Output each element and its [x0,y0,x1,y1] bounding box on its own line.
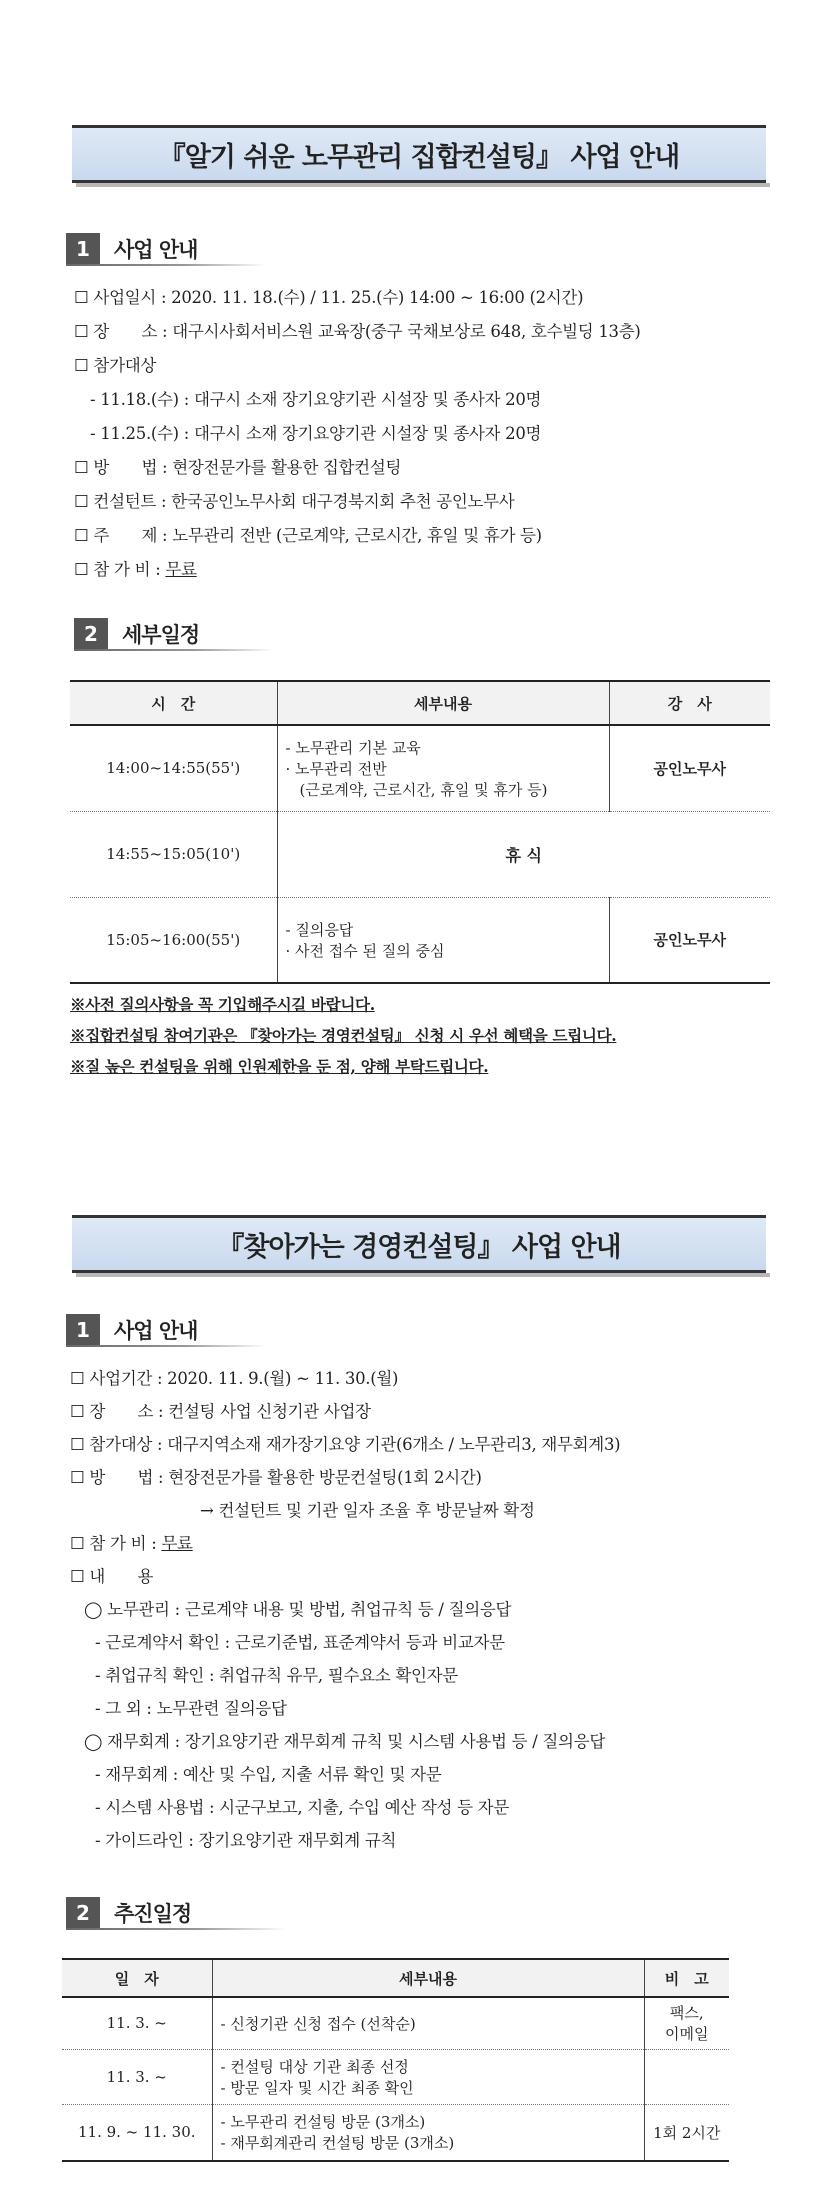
cell-time: 14:00~14:55(55') [70,725,277,811]
fee-value: 무료 [165,560,197,579]
section1-sub1-heading [66,233,197,265]
section2-sub2-heading [66,1897,191,1929]
section-number-badge: 2 [66,1897,100,1929]
schedule-table-1 [70,680,770,984]
cell-lecturer: 공인노무사 [609,897,770,983]
content-item: ◯ 노무관리 : 근로계약 내용 및 방법, 취업규칙 등 / 질의응답 [84,1600,512,1619]
content-line: - 방문 일자 및 시간 최종 확인 [220,2078,414,2097]
table-row [62,1997,729,2049]
info-subline: - 11.25.(수) : 대구시 소재 장기요양기관 시설장 및 종사자 20명 [90,424,542,443]
table-row [70,725,770,811]
cell-content [212,2104,644,2161]
cell-content [277,897,609,983]
header-content: 세부내용 [212,1959,644,1997]
fee-line [70,1530,193,1554]
info-line: ☐ 방 법 : 현장전문가를 활용한 집합컨설팅 [74,458,402,477]
cell-content [212,2049,644,2104]
heading-underline [66,1928,286,1930]
table-header-row [62,1959,729,1997]
cell-content [277,725,609,811]
info-line: ☐ 주 제 : 노무관리 전반 (근로계약, 근로시간, 휴일 및 휴가 등) [74,526,542,545]
content-subitem: - 취업규칙 확인 : 취업규칙 유무, 필수요소 확인자문 [95,1666,458,1685]
note-text: 팩스, [669,2004,704,2023]
section-heading-title: 사업 안내 [114,1319,198,1343]
section-number-badge: 2 [74,618,108,650]
info-line: ☐ 참가대상 : 대구지역소재 재가장기요양 기관(6개소 / 노무관리3, 재무회계3) [70,1435,621,1454]
fee-label: ☐ 참 가 비 : [70,1534,162,1553]
cell-date: 11. 9. ~ 11. 30. [62,2104,212,2161]
table-row [62,2104,729,2161]
info-line: ☐ 컨설턴트 : 한국공인노무사회 대구경북지회 추천 공인노무사 [74,492,515,511]
content-line: - 신청기관 신청 접수 (선착순) [220,2014,416,2033]
content-line: - 질의응답 [285,920,354,939]
info-line: ☐ 방 법 : 현장전문가를 활용한 방문컨설팅(1회 2시간) [70,1468,482,1487]
heading-underline [66,264,266,266]
header-date: 일 자 [62,1959,212,1997]
schedule-table-2 [62,1958,729,2162]
cell-date: 11. 3. ~ [62,1997,212,2049]
info-subline: → 컨설턴트 및 기관 일자 조율 후 방문날짜 확정 [200,1501,535,1520]
content-line: · 노무관리 전반 [285,759,387,778]
content-subitem: - 시스템 사용법 : 시군구보고, 지출, 수입 예산 작성 등 자문 [95,1798,509,1817]
heading-underline [74,649,274,651]
cell-lecturer: 공인노무사 [609,725,770,811]
title-shadow [76,183,770,187]
fee-value: 무료 [161,1534,193,1553]
fee-line [74,556,197,580]
content-subitem: - 재무회계 : 예산 및 수입, 지출 서류 확인 및 자문 [95,1765,442,1784]
cell-date: 11. 3. ~ [62,2049,212,2104]
section-heading-title: 세부일정 [122,623,200,647]
note-line: ※사전 질의사항을 꼭 기입해주시길 바랍니다. [70,995,375,1014]
content-line: - 노무관리 기본 교육 [285,738,421,757]
section1-sub2-heading [74,618,199,650]
cell-break: 휴 식 [277,811,770,897]
section-number-badge: 1 [66,1314,100,1346]
cell-note [644,1997,729,2049]
title-shadow [76,1273,770,1277]
heading-underline [66,1345,266,1347]
content-item: ◯ 재무회계 : 장기요양기관 재무회계 규칙 및 시스템 사용법 등 / 질의응답 [84,1732,605,1751]
header-lecturer: 강 사 [609,681,770,725]
header-content: 세부내용 [277,681,609,725]
info-line: ☐ 장 소 : 컨설팅 사업 신청기관 사업장 [70,1402,371,1421]
info-line: ☐ 장 소 : 대구시사회서비스원 교육장(중구 국채보상로 648, 호수빌딩 13층) [74,322,641,341]
section-number-badge: 1 [66,233,100,265]
section2-title: 『찾아가는 경영컨설팅』 사업 안내 [72,1215,766,1273]
note-text: 1회 2시간 [653,2123,721,2142]
fee-label: ☐ 참 가 비 : [74,560,166,579]
cell-content [212,1997,644,2049]
table-header-row [70,681,770,725]
table-row [70,811,770,897]
table-row [62,2049,729,2104]
cell-time: 14:55~15:05(10') [70,811,277,897]
info-line: ☐ 내 용 [70,1567,154,1586]
info-subline: - 11.18.(수) : 대구시 소재 장기요양기관 시설장 및 종사자 20명 [90,390,542,409]
cell-note [644,2104,729,2161]
content-subitem: - 가이드라인 : 장기요양기관 재무회계 규칙 [95,1831,397,1850]
note-text: 이메일 [665,2025,709,2044]
info-line: ☐ 참가대상 [74,356,156,375]
content-line: · 사전 접수 된 질의 중심 [285,941,445,960]
note-line: ※집합컨설팅 참여기관은 『찾아가는 경영컨설팅』 신청 시 우선 혜택을 드립니다. [70,1026,617,1045]
content-line: (근로계약, 근로시간, 휴일 및 휴가 등) [299,780,548,799]
cell-time: 15:05~16:00(55') [70,897,277,983]
section2-sub1-heading [66,1314,197,1346]
section-heading-title: 사업 안내 [114,238,198,262]
header-time: 시 간 [70,681,277,725]
section-heading-title: 추진일정 [114,1902,192,1926]
content-line: - 컨설팅 대상 기관 최종 선정 [220,2057,409,2076]
content-subitem: - 그 외 : 노무관련 질의응답 [95,1699,287,1718]
content-subitem: - 근로계약서 확인 : 근로기준법, 표준계약서 등과 비교자문 [95,1633,505,1652]
cell-note [644,2049,729,2104]
note-line: ※질 높은 컨설팅을 위해 인원제한을 둔 점, 양해 부탁드립니다. [70,1057,489,1076]
info-line: ☐ 사업기간 : 2020. 11. 9.(월) ~ 11. 30.(월) [70,1369,399,1388]
section1-title: 『알기 쉬운 노무관리 집합컨설팅』 사업 안내 [72,125,766,183]
content-line: - 노무관리 컨설팅 방문 (3개소) [220,2113,426,2132]
header-note: 비 고 [644,1959,729,1997]
table-row [70,897,770,983]
info-line: ☐ 사업일시 : 2020. 11. 18.(수) / 11. 25.(수) 14:00 ~ 16:00 (2시간) [74,288,584,307]
content-line: - 재무회계관리 컨설팅 방문 (3개소) [220,2134,455,2153]
